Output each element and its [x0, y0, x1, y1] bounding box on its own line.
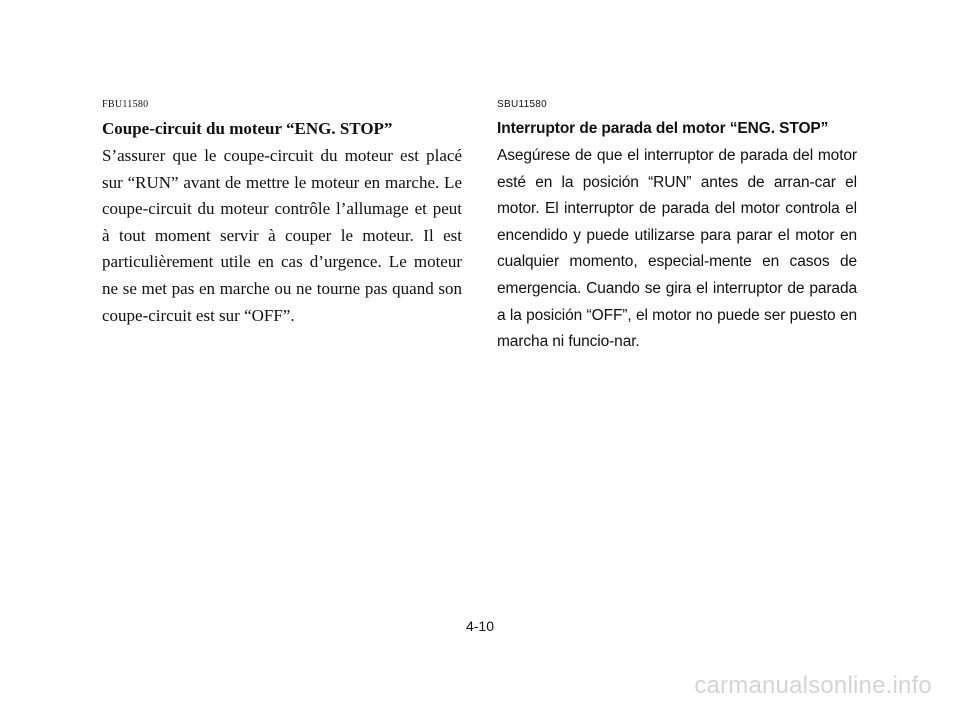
section-heading: Interruptor de parada del motor “ENG. STOP”	[497, 120, 829, 137]
french-section	[102, 98, 462, 329]
section-body: S’assurer que le coupe-circuit du moteur est placé sur “RUN” avant de mettre le moteur en marche. Le coupe-circuit du moteur contrôle l’allumage et peut à tout moment servir à couper le moteur. Il est particulièrement utile en cas d’urgence. Le moteur ne se met pas en marche ou ne tourne pas quand son coupe-circuit est sur “OFF”.	[102, 146, 462, 325]
section-code: FBU11580	[102, 99, 149, 110]
section-body: Asegúrese de que el interruptor de parada del motor esté en la posición “RUN” antes de arran-car el motor. El interruptor de parada del motor controla el encendido y puede utilizarse para parar el motor en cualquier momento, especial-mente en casos de emergencia. Cuando se gira el interruptor de parada a la posición “OFF”, el motor no puede ser puesto en marcha ni funcio-nar.	[497, 147, 857, 351]
section-heading: Coupe-circuit du moteur “ENG. STOP”	[102, 119, 393, 138]
spanish-section	[497, 98, 857, 356]
watermark: carmanualsonline.info	[694, 672, 932, 699]
section-code: SBU11580	[497, 99, 548, 110]
page-number: 4-10	[465, 618, 495, 634]
